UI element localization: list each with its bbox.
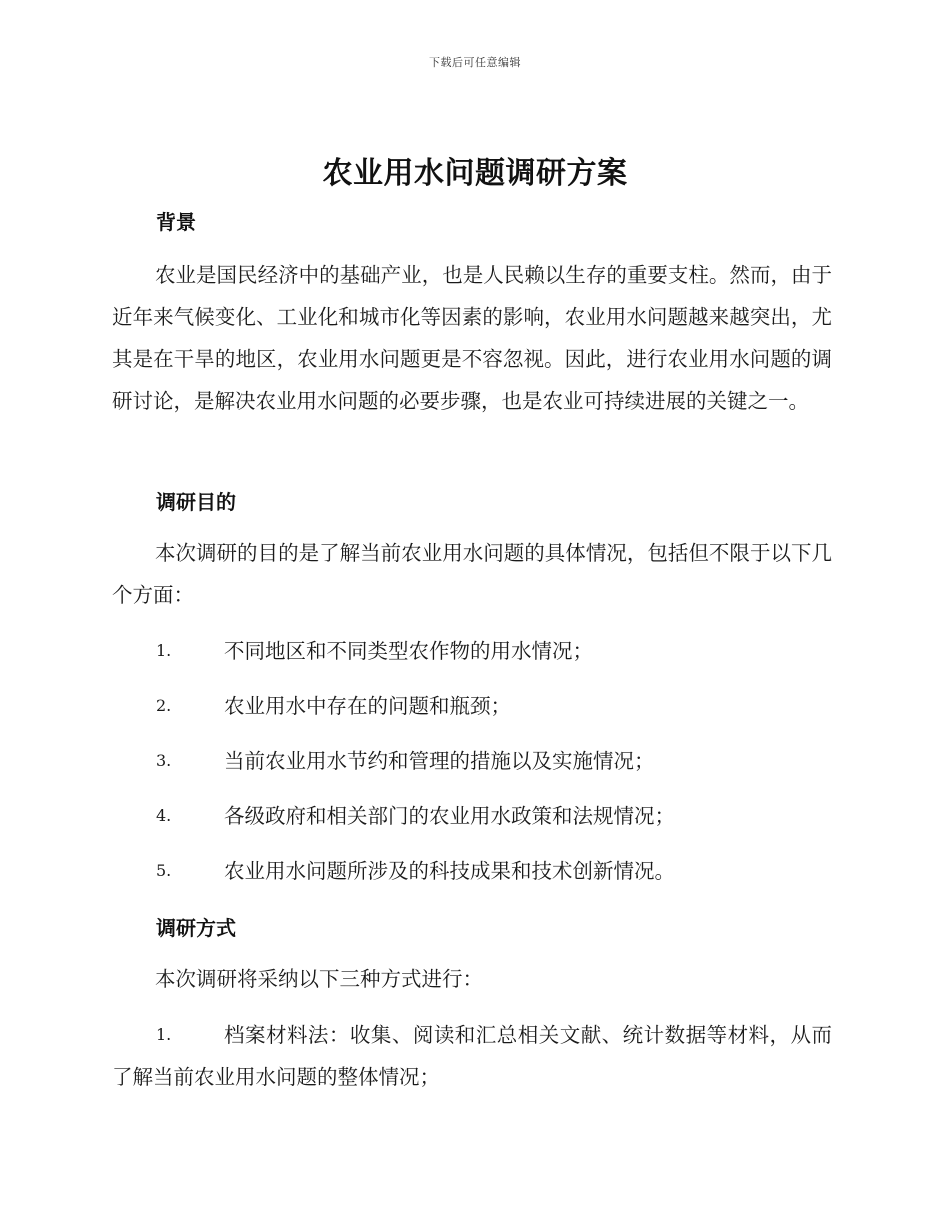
list-number: 1. <box>156 641 172 660</box>
list-number: 2. <box>156 696 172 715</box>
list-number: 4. <box>156 806 172 825</box>
purpose-list-item <box>112 795 832 837</box>
section-heading-background: 背景 <box>156 210 196 234</box>
list-item-text: 农业用水问题所涉及的科技成果和技术创新情况。 <box>224 859 675 883</box>
purpose-list-item <box>112 740 832 782</box>
page-header-note: 下载后可任意编辑 <box>429 56 521 69</box>
purpose-list-item <box>112 630 832 672</box>
list-item-text: 当前农业用水节约和管理的措施以及实施情况； <box>224 749 655 773</box>
purpose-list-item <box>112 850 832 892</box>
list-number: 5. <box>156 861 172 880</box>
document-title: 农业用水问题调研方案 <box>322 156 628 191</box>
method-list-item <box>112 1014 832 1098</box>
list-item-text: 档案材料法：收集、阅读和汇总相关文献、统计数据等材料，从而了解当前农业用水问题的整体情况； <box>112 1023 832 1089</box>
background-paragraph: 农业是国民经济中的基础产业，也是人民赖以生存的重要支柱。然而，由于近年来气候变化、工业化和城市化等因素的影响，农业用水问题越来越突出，尤其是在干旱的地区，农业用水问题更是不容忽视。因此，进行农业用水问题的调研讨论，是解决农业用水问题的必要步骤，也是农业可持续进展的关键之一。 <box>112 263 832 413</box>
section-heading-purpose: 调研目的 <box>156 490 236 514</box>
list-item-text: 各级政府和相关部门的农业用水政策和法规情况； <box>224 804 675 828</box>
list-number: 3. <box>156 751 172 770</box>
method-intro-paragraph: 本次调研将采纳以下三种方式进行： <box>155 967 483 991</box>
list-number: 1. <box>156 1025 172 1044</box>
purpose-list-item <box>112 685 832 727</box>
section-heading-method: 调研方式 <box>156 916 236 940</box>
list-item-text: 不同地区和不同类型农作物的用水情况； <box>224 639 593 663</box>
purpose-intro-paragraph: 本次调研的目的是了解当前农业用水问题的具体情况，包括但不限于以下几个方面： <box>112 541 832 607</box>
list-item-text: 农业用水中存在的问题和瓶颈； <box>224 694 511 718</box>
